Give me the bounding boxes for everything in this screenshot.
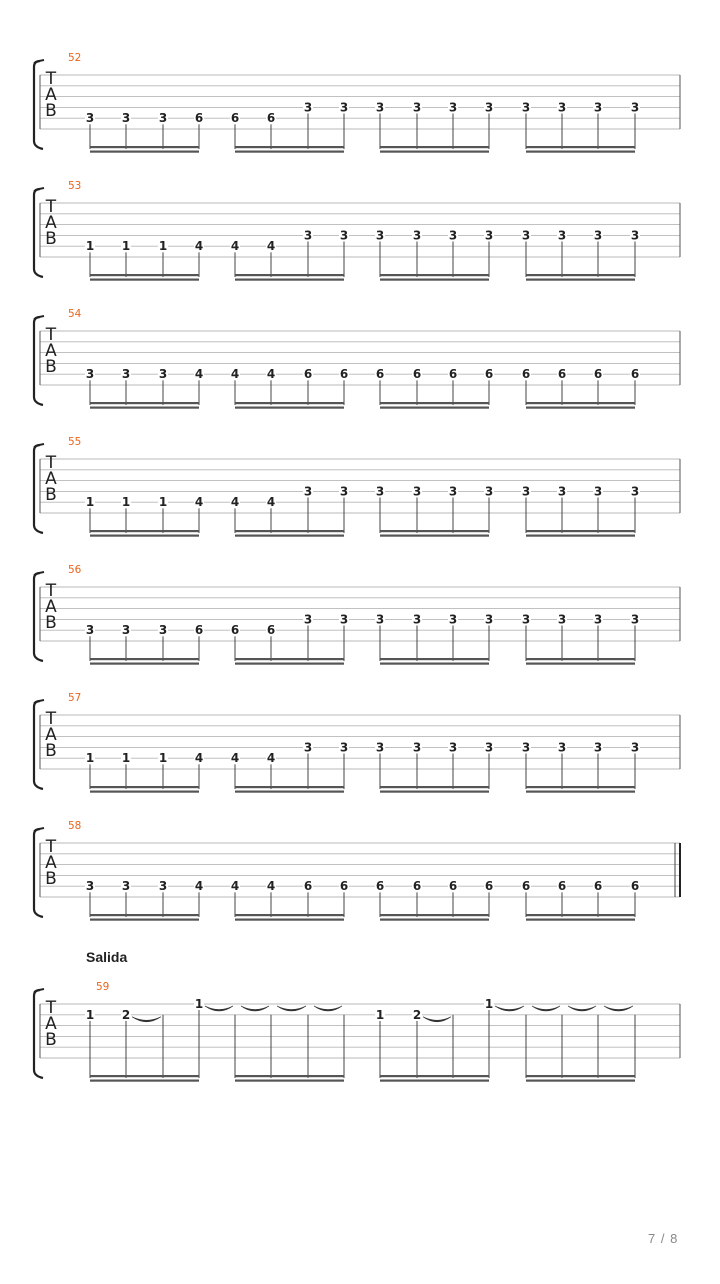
- fret-number: 6: [339, 367, 349, 382]
- fret-number: 3: [303, 228, 313, 243]
- fret-number: 4: [194, 239, 204, 254]
- tie-arc: [568, 1006, 596, 1011]
- tab-system: [34, 692, 680, 793]
- beam-primary: [526, 658, 635, 660]
- system-bracket: [34, 573, 43, 661]
- tab-clef-letter: T: [45, 325, 57, 345]
- beam-primary: [235, 402, 344, 404]
- fret-number: 6: [339, 879, 349, 894]
- tab-clef-letter: B: [45, 869, 57, 889]
- fret-number: 3: [448, 228, 458, 243]
- measure-number: 54: [68, 308, 82, 320]
- tab-system: [34, 180, 680, 281]
- beam-secondary: [90, 535, 199, 537]
- fret-number: 3: [121, 623, 131, 638]
- fret-number: 3: [412, 740, 422, 755]
- beam-primary: [235, 786, 344, 788]
- fret-number: 3: [158, 623, 168, 638]
- tab-system: [34, 820, 680, 921]
- fret-number: 6: [484, 367, 494, 382]
- fret-number: 2: [412, 1007, 422, 1022]
- beam-secondary: [235, 919, 344, 921]
- tab-system: [34, 981, 680, 1082]
- measure-number: 58: [68, 820, 82, 832]
- beam-primary: [235, 146, 344, 148]
- fret-number: 3: [339, 740, 349, 755]
- fret-number: 4: [230, 879, 240, 894]
- fret-number: 3: [339, 100, 349, 115]
- fret-number: 3: [303, 484, 313, 499]
- beam-primary: [90, 402, 199, 404]
- fret-number: 3: [303, 100, 313, 115]
- fret-number: 3: [630, 740, 640, 755]
- tab-clef-letter: A: [45, 725, 57, 745]
- fret-number: 6: [194, 623, 204, 638]
- fret-number: 4: [194, 495, 204, 510]
- fret-number: 6: [412, 879, 422, 894]
- beam-primary: [90, 274, 199, 276]
- fret-number: 3: [557, 740, 567, 755]
- fret-number: 3: [484, 228, 494, 243]
- fret-number: 4: [266, 367, 276, 382]
- bracket-cap-top: [34, 828, 44, 831]
- fret-number: 1: [194, 997, 204, 1011]
- tab-system: [34, 564, 680, 665]
- fret-number: 3: [375, 484, 385, 499]
- fret-number: 3: [521, 740, 531, 755]
- system-bracket: [34, 189, 43, 277]
- fret-number: 6: [448, 367, 458, 382]
- fret-number: 3: [484, 100, 494, 115]
- beam-secondary: [235, 663, 344, 665]
- beam-secondary: [526, 663, 635, 665]
- fret-number: 1: [158, 751, 168, 766]
- fret-number: 3: [593, 612, 603, 627]
- fret-number: 6: [521, 367, 531, 382]
- tie-arc: [314, 1006, 342, 1011]
- fret-number: 3: [593, 100, 603, 115]
- tab-clef-letter: B: [45, 741, 57, 761]
- beam-primary: [235, 658, 344, 660]
- fret-number: 4: [230, 239, 240, 254]
- tab-system: [34, 436, 680, 537]
- beam-primary: [526, 1075, 635, 1077]
- page-number: 7 / 8: [648, 1231, 679, 1246]
- fret-number: 6: [593, 367, 603, 382]
- measure-number: 56: [68, 564, 82, 576]
- fret-number: 6: [630, 367, 640, 382]
- fret-number: 1: [158, 239, 168, 254]
- fret-number: 3: [412, 228, 422, 243]
- system-bracket: [34, 317, 43, 405]
- fret-number: 3: [448, 740, 458, 755]
- beam-secondary: [380, 535, 489, 537]
- fret-number: 6: [557, 879, 567, 894]
- fret-number: 3: [158, 111, 168, 126]
- fret-number: 6: [448, 879, 458, 894]
- tab-clef-letter: B: [45, 357, 57, 377]
- tab-system: [34, 308, 680, 409]
- fret-number: 4: [266, 879, 276, 894]
- fret-number: 3: [521, 100, 531, 115]
- beam-primary: [90, 530, 199, 532]
- fret-number: 3: [339, 612, 349, 627]
- tie-arc: [241, 1006, 269, 1011]
- tab-clef-letter: T: [45, 709, 57, 729]
- fret-number: 3: [303, 612, 313, 627]
- beam-secondary: [90, 279, 199, 281]
- tie-arc: [532, 1006, 560, 1011]
- beam-primary: [380, 274, 489, 276]
- tab-clef-letter: T: [45, 69, 57, 89]
- bracket-cap-top: [34, 188, 44, 191]
- fret-number: 4: [230, 751, 240, 766]
- section-label-salida: Salida: [86, 949, 128, 965]
- beam-secondary: [526, 791, 635, 793]
- measure-number: 57: [68, 692, 82, 704]
- beam-secondary: [90, 919, 199, 921]
- fret-number: 1: [121, 495, 131, 510]
- fret-number: 3: [121, 111, 131, 126]
- fret-number: 1: [121, 239, 131, 254]
- beam-primary: [380, 658, 489, 660]
- beam-secondary: [380, 1080, 489, 1082]
- beam-primary: [380, 786, 489, 788]
- beam-primary: [90, 146, 199, 148]
- fret-number: 3: [630, 612, 640, 627]
- beam-secondary: [90, 151, 199, 153]
- fret-number: 3: [630, 228, 640, 243]
- fret-number: 4: [194, 879, 204, 894]
- fret-number: 1: [158, 495, 168, 510]
- fret-number: 1: [121, 751, 131, 766]
- beam-primary: [235, 274, 344, 276]
- beam-secondary: [380, 407, 489, 409]
- fret-number: 3: [121, 367, 131, 382]
- fret-number: 6: [194, 111, 204, 126]
- beam-primary: [90, 658, 199, 660]
- tab-clef-letter: A: [45, 597, 57, 617]
- beam-primary: [380, 146, 489, 148]
- fret-number: 6: [266, 111, 276, 126]
- fret-number: 3: [375, 228, 385, 243]
- beam-primary: [380, 914, 489, 916]
- fret-number: 3: [375, 612, 385, 627]
- beam-primary: [380, 402, 489, 404]
- beam-secondary: [90, 663, 199, 665]
- beam-primary: [90, 914, 199, 916]
- bracket-cap-top: [34, 444, 44, 447]
- beam-primary: [526, 530, 635, 532]
- tab-clef-letter: A: [45, 341, 57, 361]
- fret-number: 3: [448, 612, 458, 627]
- beam-primary: [235, 914, 344, 916]
- fret-number: 3: [158, 879, 168, 894]
- fret-number: 3: [521, 228, 531, 243]
- fret-number: 6: [630, 879, 640, 894]
- beam-primary: [380, 530, 489, 532]
- tie-arc: [423, 1017, 451, 1022]
- fret-number: 4: [266, 751, 276, 766]
- tab-clef-letter: T: [45, 837, 57, 857]
- fret-number: 3: [630, 100, 640, 115]
- fret-number: 3: [593, 228, 603, 243]
- fret-number: 3: [85, 111, 95, 126]
- beam-secondary: [90, 407, 199, 409]
- fret-number: 6: [303, 367, 313, 382]
- fret-number: 6: [266, 623, 276, 638]
- fret-number: 6: [303, 879, 313, 894]
- beam-primary: [235, 1075, 344, 1077]
- fret-number: 3: [339, 484, 349, 499]
- fret-number: 3: [375, 740, 385, 755]
- fret-number: 6: [412, 367, 422, 382]
- tie-arc: [495, 1006, 524, 1011]
- beam-secondary: [90, 1080, 199, 1082]
- tie-arc: [604, 1006, 633, 1011]
- fret-number: 3: [412, 100, 422, 115]
- fret-number: 3: [121, 879, 131, 894]
- fret-number: 6: [375, 879, 385, 894]
- tab-clef-letter: A: [45, 1014, 57, 1034]
- beam-primary: [526, 914, 635, 916]
- measure-number: 53: [68, 180, 82, 192]
- tab-clef-letter: A: [45, 85, 57, 105]
- fret-number: 4: [230, 495, 240, 510]
- fret-number: 3: [521, 612, 531, 627]
- fret-number: 3: [557, 228, 567, 243]
- beam-secondary: [380, 663, 489, 665]
- fret-number: 6: [593, 879, 603, 894]
- beam-secondary: [235, 279, 344, 281]
- beam-secondary: [235, 1080, 344, 1082]
- fret-number: 4: [194, 367, 204, 382]
- tab-clef-letter: B: [45, 101, 57, 121]
- tab-clef-letter: B: [45, 1030, 57, 1050]
- beam-primary: [380, 1075, 489, 1077]
- tab-clef-letter: A: [45, 213, 57, 233]
- tab-clef-letter: T: [45, 197, 57, 217]
- bracket-cap-top: [34, 989, 44, 992]
- beam-secondary: [526, 407, 635, 409]
- tab-clef-letter: A: [45, 469, 57, 489]
- beam-secondary: [235, 791, 344, 793]
- fret-number: 6: [484, 879, 494, 894]
- system-bracket: [34, 61, 43, 149]
- system-bracket: [34, 445, 43, 533]
- beam-secondary: [526, 1080, 635, 1082]
- fret-number: 1: [375, 1007, 385, 1022]
- tab-clef-letter: B: [45, 485, 57, 505]
- beam-secondary: [526, 535, 635, 537]
- fret-number: 1: [85, 495, 95, 510]
- bracket-cap-top: [34, 316, 44, 319]
- bracket-cap-top: [34, 700, 44, 703]
- fret-number: 6: [230, 111, 240, 126]
- fret-number: 3: [448, 100, 458, 115]
- fret-number: 3: [448, 484, 458, 499]
- measure-number: 55: [68, 436, 82, 448]
- system-bracket: [34, 990, 43, 1078]
- fret-number: 3: [484, 612, 494, 627]
- beam-secondary: [526, 151, 635, 153]
- fret-number: 1: [85, 239, 95, 254]
- beam-primary: [526, 274, 635, 276]
- fret-number: 1: [85, 1007, 95, 1022]
- fret-number: 6: [557, 367, 567, 382]
- beam-secondary: [90, 791, 199, 793]
- beam-primary: [526, 402, 635, 404]
- tab-clef-letter: B: [45, 229, 57, 249]
- tie-arc: [205, 1006, 233, 1011]
- tab-clef-letter: T: [45, 581, 57, 601]
- tie-arc: [132, 1017, 161, 1022]
- tab-clef-letter: T: [45, 998, 57, 1018]
- bracket-cap-top: [34, 60, 44, 63]
- fret-number: 4: [230, 367, 240, 382]
- fret-number: 3: [630, 484, 640, 499]
- tab-clef-letter: A: [45, 853, 57, 873]
- beam-secondary: [380, 279, 489, 281]
- beam-secondary: [235, 535, 344, 537]
- beam-secondary: [235, 151, 344, 153]
- fret-number: 3: [484, 484, 494, 499]
- beam-primary: [526, 146, 635, 148]
- fret-number: 3: [339, 228, 349, 243]
- fret-number: 6: [521, 879, 531, 894]
- fret-number: 3: [85, 623, 95, 638]
- fret-number: 1: [484, 997, 494, 1011]
- tab-system: [34, 52, 680, 153]
- fret-number: 3: [85, 879, 95, 894]
- beam-primary: [90, 1075, 199, 1077]
- beam-secondary: [526, 279, 635, 281]
- measure-number: 52: [68, 52, 82, 64]
- system-bracket: [34, 829, 43, 917]
- bracket-cap-top: [34, 572, 44, 575]
- fret-number: 3: [158, 367, 168, 382]
- fret-number: 4: [266, 495, 276, 510]
- fret-number: 3: [521, 484, 531, 499]
- fret-number: 3: [85, 367, 95, 382]
- measure-number: 59: [96, 981, 110, 993]
- tab-clef-letter: T: [45, 453, 57, 473]
- fret-number: 4: [266, 239, 276, 254]
- fret-number: 3: [557, 484, 567, 499]
- beam-secondary: [380, 151, 489, 153]
- system-bracket: [34, 701, 43, 789]
- fret-number: 3: [375, 100, 385, 115]
- beam-primary: [90, 786, 199, 788]
- fret-number: 4: [194, 751, 204, 766]
- fret-number: 3: [484, 740, 494, 755]
- fret-number: 3: [557, 612, 567, 627]
- fret-number: 3: [303, 740, 313, 755]
- tie-arc: [277, 1006, 306, 1011]
- fret-number: 3: [557, 100, 567, 115]
- fret-number: 3: [412, 612, 422, 627]
- fret-number: 3: [412, 484, 422, 499]
- fret-number: 1: [85, 751, 95, 766]
- fret-number: 3: [593, 484, 603, 499]
- fret-number: 2: [121, 1007, 131, 1022]
- beam-primary: [526, 786, 635, 788]
- beam-secondary: [235, 407, 344, 409]
- beam-secondary: [380, 919, 489, 921]
- beam-primary: [235, 530, 344, 532]
- tab-clef-letter: B: [45, 613, 57, 633]
- fret-number: 6: [230, 623, 240, 638]
- beam-secondary: [526, 919, 635, 921]
- beam-secondary: [380, 791, 489, 793]
- fret-number: 6: [375, 367, 385, 382]
- fret-number: 3: [593, 740, 603, 755]
